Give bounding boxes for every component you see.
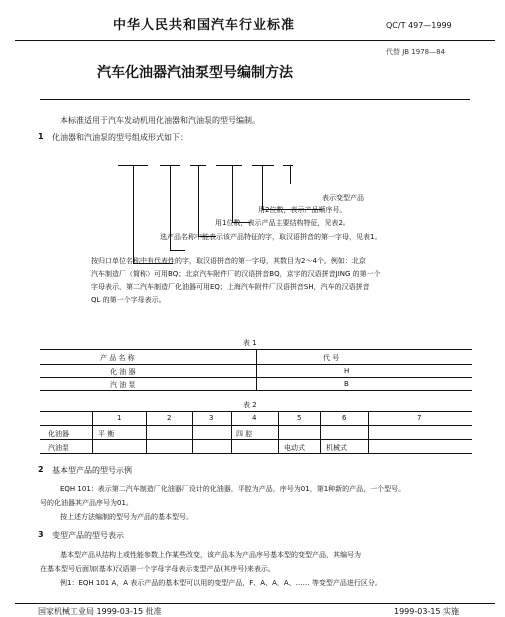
annotation-line: 汽车制造厂（简称）可用BQ；北京汽车附件厂的汉语拼音BQ，京字的汉语拼音JING 的第一个: [91, 270, 381, 278]
table-rule: [40, 425, 472, 426]
table-1-header-name: 产 品 名 称: [100, 354, 135, 362]
table-cell: 化 油 器: [110, 368, 136, 376]
annotation-sequence: 用2位数，表示产品顺序号。: [258, 206, 347, 214]
code-leader: [290, 166, 291, 184]
section-1-number: 1: [38, 132, 44, 141]
footer-rule: [15, 603, 495, 604]
annotation-line: QL 的第一个字母表示。: [91, 296, 166, 304]
table-cell: 汽 油 泵: [110, 381, 136, 389]
replaces-note: 代替 JB 1978—84: [386, 48, 446, 56]
section-3-number: 3: [38, 530, 44, 539]
code-box: [216, 165, 242, 166]
table-rule: [40, 411, 472, 412]
code-leader: [262, 166, 263, 210]
table-2-header: 6: [342, 414, 347, 422]
table-cell: 电动式: [284, 444, 305, 452]
section-3-title: 变型产品的型号表示: [52, 531, 124, 540]
approval-note: 国家机械工业局 1999-03-15 批准: [38, 607, 162, 616]
annotation-line: 按归口单位名称中有代表性的字，取汉语拼音的第一字母，其数目为2～4个。例如：北京: [91, 257, 366, 265]
table-2-header: 7: [417, 414, 422, 422]
header-rule: [15, 40, 495, 41]
table-2-header: 2: [167, 414, 172, 422]
title-rule: [40, 99, 470, 100]
standard-code: QC/T 497—1999: [386, 21, 452, 30]
section-3-paragraph-cont: 在基本型号后面加(基本)汉语第一个字母字母表示变型产品(其序号)来表示。: [40, 565, 275, 573]
annotation-structure: 用1位数，表示产品主要结构特征，见表2。: [215, 219, 350, 227]
annotation-product-code: 选产品名称中能表示该产品特征的字，取汉语拼音的第一字母，见表1。: [160, 233, 382, 241]
scope-paragraph: 本标准适用于汽车发动机用化油器和汽油泵的型号编制。: [60, 116, 260, 125]
table-rule: [192, 411, 193, 453]
section-1-title: 化油器和汽油泵的型号组成形式如下：: [52, 133, 188, 142]
table-2-header: 4: [252, 414, 257, 422]
table-cell: 化油器: [48, 430, 69, 438]
table-cell: 平 衡: [98, 430, 115, 438]
document-title: 汽车化油器汽油泵型号编制方法: [97, 65, 293, 81]
table-2-header: 5: [297, 414, 302, 422]
code-leader: [170, 250, 185, 251]
table-rule: [256, 349, 257, 390]
effective-date: 1999-03-15 实施: [394, 607, 460, 616]
table-rule: [231, 411, 232, 453]
table-cell: B: [344, 380, 349, 388]
section-2-title: 基本型产品的型号示例: [52, 466, 132, 475]
table-rule: [146, 411, 147, 453]
table-rule: [368, 411, 369, 453]
annotation-line: 字母表示，第二汽车制造厂化油器可用EQ；上海汽车附件厂汉语拼音SH，汽车的汉语拼音: [91, 283, 370, 291]
section-2-number: 2: [38, 465, 44, 474]
table-cell: 四 腔: [236, 430, 253, 438]
table-2-header: 1: [117, 414, 122, 422]
table-1-caption: 表 1: [243, 339, 257, 347]
code-leader: [232, 166, 233, 222]
table-cell: H: [344, 367, 350, 375]
section-3-paragraph: 基本型产品从结构上或性能参数上作某些改变，该产品本为产品序号基本型的变型产品，其编号为: [60, 551, 361, 559]
table-rule: [320, 411, 321, 453]
table-1-header-code: 代 号: [323, 354, 340, 362]
table-rule: [40, 390, 472, 391]
section-2-paragraph-cont: 号的化油器其产品序号为01。: [40, 499, 133, 507]
table-cell: 汽油泵: [48, 444, 69, 452]
section-2-note: 按上述方法编制的型号为产品的基本型号。: [60, 513, 193, 521]
section-3-example: 例1：EQH 101 A，A 表示产品的基本型可以用的变型产品，F、A、A，A、…… 等变型产品进行区分。: [60, 579, 382, 587]
table-rule: [40, 453, 472, 454]
code-leader: [133, 166, 134, 264]
annotation-variant: 表示变型产品: [322, 194, 364, 202]
table-cell: 机械式: [326, 444, 347, 452]
code-box: [283, 165, 293, 166]
table-rule: [278, 411, 279, 453]
table-rule: [40, 439, 472, 440]
code-leader: [198, 166, 199, 236]
section-2-paragraph: EQH 101：表示第二汽车制造厂化油器厂设计的化油器，平腔为产品，序号为01，第1种新的产品，一个型号。: [60, 485, 406, 493]
table-rule: [92, 411, 93, 453]
table-2-caption: 表 2: [243, 401, 257, 409]
standard-category-title: 中华人民共和国汽车行业标准: [113, 18, 296, 33]
table-2-header: 3: [209, 414, 214, 422]
code-box: [252, 165, 274, 166]
